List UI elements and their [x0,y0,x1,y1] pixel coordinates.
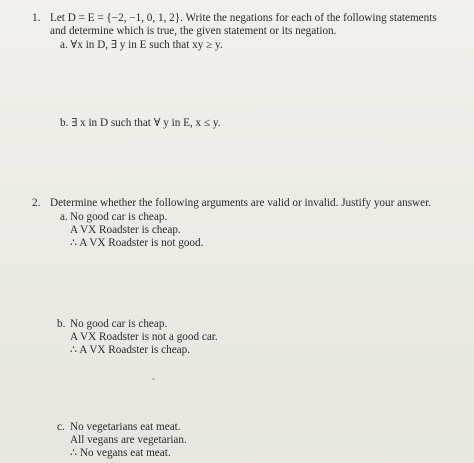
question-2a-marker: a. [60,211,68,223]
argument-b-premise-1: No good car is cheap. [70,318,168,330]
argument-c-premise-1: No vegetarians eat meat. [70,421,181,433]
argument-b-premise-2: A VX Roadster is not a good car. [70,331,218,343]
argument-b-conclusion: ∴ A VX Roadster is cheap. [70,344,191,356]
argument-c-conclusion: ∴ No vegans eat meat. [70,447,171,459]
argument-a-conclusion: ∴ A VX Roadster is not good. [70,237,204,249]
question-1-number: 1. [32,12,41,24]
argument-a-premise-1: No good car is cheap. [70,211,168,223]
question-2-number: 2. [32,197,41,209]
question-1-text-line2: and determine which is true, the given statement or its negation. [50,25,337,37]
question-1-text-line1: Let D = E = {−2, −1, 0, 1, 2}. Write the negations for each of the following statements [50,12,437,24]
question-2-text: Determine whether the following arguments are valid or invalid. Justify your answer. [50,197,432,209]
paper-speck [152,378,155,380]
question-2c-marker: c. [57,421,65,433]
question-1b-statement: b. ∃ x in D such that ∀ y in E, x ≤ y. [60,117,221,129]
question-2b-marker: b. [57,318,66,330]
argument-c-premise-2: All vegans are vegetarian. [70,434,187,446]
argument-a-premise-2: A VX Roadster is cheap. [70,224,181,236]
question-1a-statement: a. ∀x in D, ∃ y in E such that xy ≥ y. [60,39,223,51]
